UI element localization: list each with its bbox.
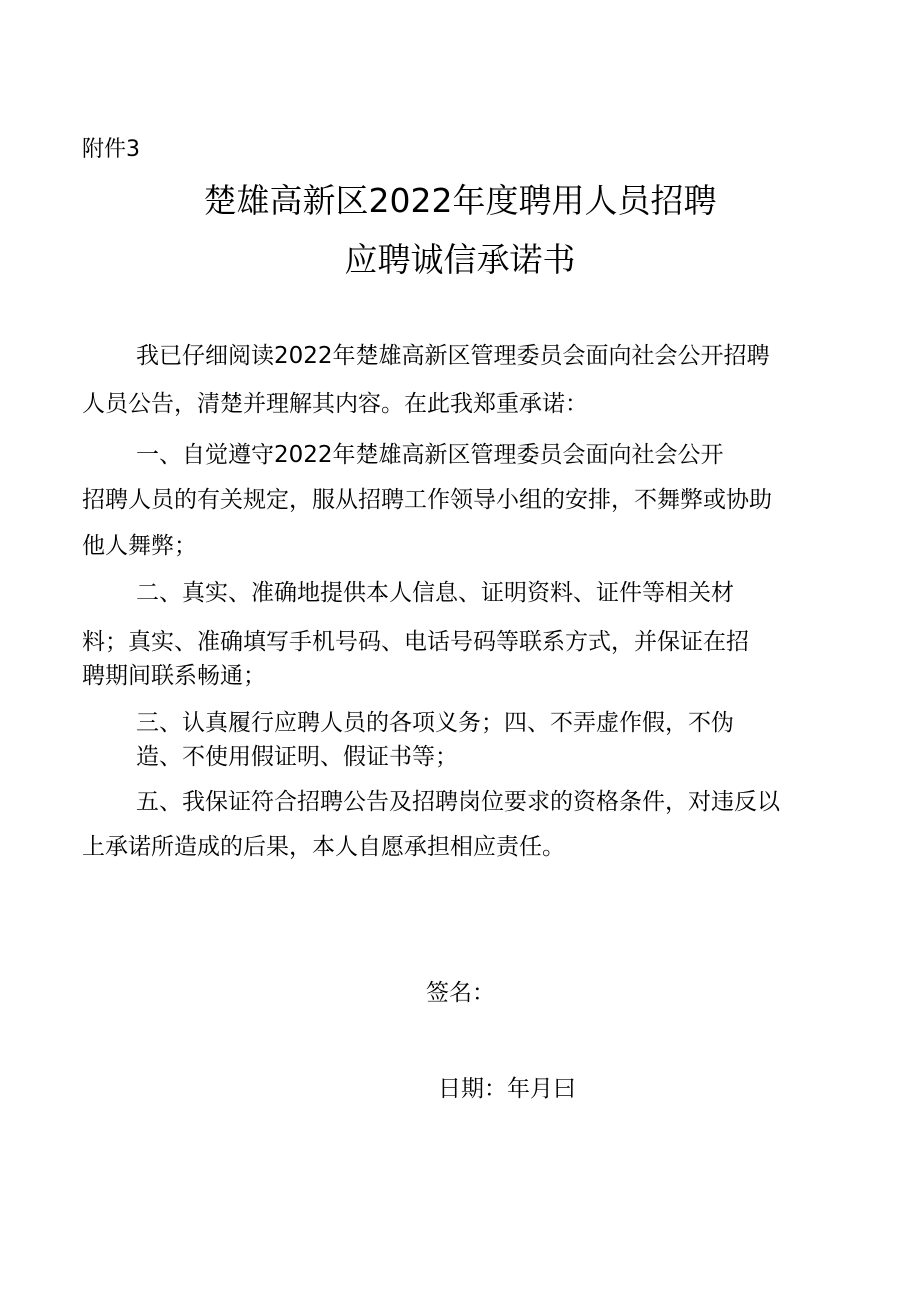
body-line-4: 招聘人员的有关规定，服从招聘工作领导小组的安排，不舞弊或协助 [82, 487, 772, 513]
body-line-9: 三、认真履行应聘人员的各项义务；四、不弄虚作假，不伪 [136, 710, 734, 736]
body-line-1: 我已仔细阅读2022年楚雄高新区管理委员会面向社会公开招聘 [136, 343, 770, 369]
document-title-line-2: 应聘诚信承诺书 [344, 240, 576, 279]
body-line-6: 二、真实、准确地提供本人信息、证明资料、证件等相关材 [136, 580, 734, 606]
date-label: 日期：年月曰 [438, 1076, 576, 1102]
body-line-11: 五、我保证符合招聘公告及招聘岗位要求的资格条件，对违反以 [136, 789, 780, 815]
body-line-7: 料；真实、准确填写手机号码、电话号码等联系方式，并保证在招 [82, 629, 749, 655]
body-line-10: 造、不使用假证明、假证书等； [136, 744, 458, 770]
attachment-label: 附件3 [82, 137, 140, 162]
document-title-line-1: 楚雄高新区2022年度聘用人员招聘 [203, 181, 717, 220]
body-line-8: 聘期间联系畅通； [82, 663, 266, 689]
body-line-12: 上承诺所造成的后果，本人自愿承担相应责任。 [82, 834, 565, 860]
signature-label: 签名： [426, 980, 495, 1006]
body-line-5: 他人舞弊； [82, 533, 197, 559]
body-line-3: 一、自觉遵守2022年楚雄高新区管理委员会面向社会公开 [136, 442, 724, 468]
body-line-2: 人员公告，清楚并理解其内容。在此我郑重承诺： [82, 391, 588, 417]
